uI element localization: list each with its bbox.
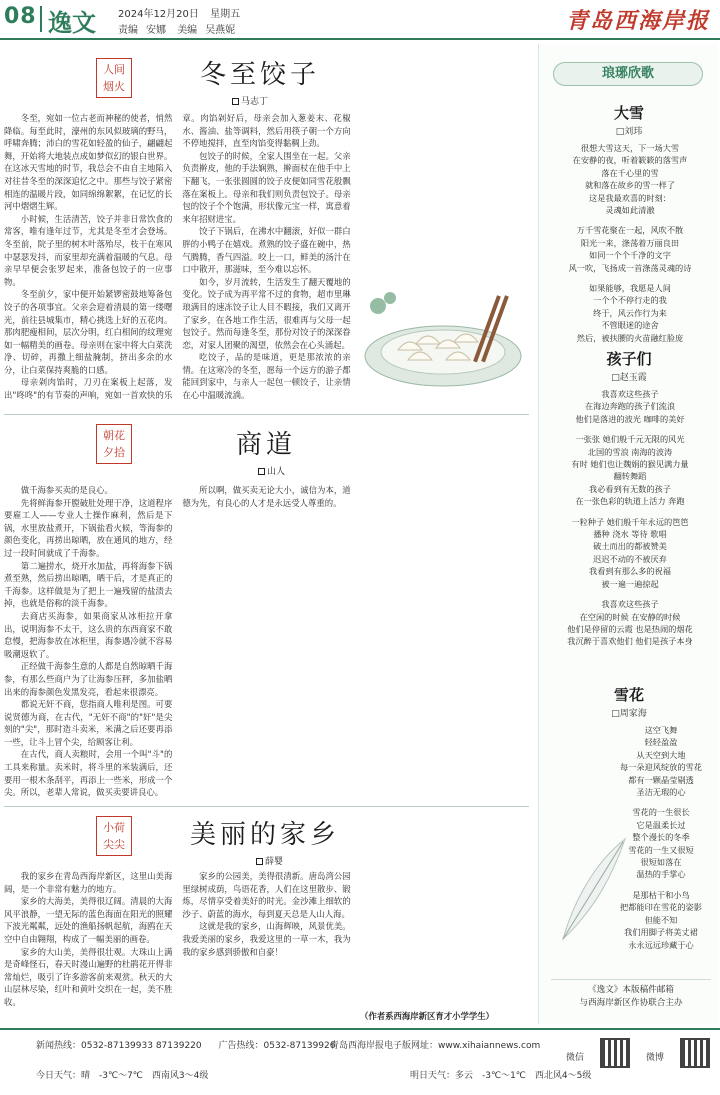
date: 2024年12月20日 <box>118 9 199 20</box>
weibo-label: 微博 <box>646 1053 665 1063</box>
page-header <box>0 0 720 40</box>
paragraph: 如今，岁月流转，生活发生了翻天覆地的变化。饺子成为再平常不过的食物，超市里琳琅满目的速冻饺子让人目不暇接，我们又离开了家乡，在各地工作生活，很难再与父母一起包饺子。然而每逢冬至，那份对饺子的深深眷恋，对家人团聚的渴望，依然会在心头涌起。 <box>182 276 351 350</box>
divider <box>4 806 529 807</box>
page-number: 08 <box>4 4 37 29</box>
paragraph: 小时候，生活清苦，饺子并非日常饮食的常客，唯有逢年过节，尤其是冬至才会登场。冬至前，院子里的树木叶落殆尽，枝干在寒风中瑟瑟发抖，而家里却充满着温暖的气息。母亲早早便会张罗起来，准备包饺子的一应事物。 <box>4 213 173 287</box>
designer-label: 美编 <box>177 25 198 36</box>
paragraph: 都说无奸不商，您指商人唯利是图。可要说贤德为商，在古代，"无奸不商"的"奸"是尖刻的"尖"，那时造斗卖米，米满之后还要再添一些，让斗上冒个尖，给顾客让利。 <box>4 699 173 747</box>
weekday: 星期五 <box>210 9 241 20</box>
poem-title: 雪花 <box>613 686 644 704</box>
wechat-qr-icon[interactable] <box>600 1038 630 1068</box>
editor: 安娜 <box>146 25 166 36</box>
paragraph: 第二遍捞水，烧开水加盐，再将海参下锅煮至熟，然后捞出晾晒，晒干后，才是真正的千海参。这样做是为了把上一遍残留的盐渍去掉，也就是俗称的淡千海参。 <box>4 560 173 609</box>
poem-body: 这空飞舞 轻轻盈盈 从天空到大地 每一朵迎风绽放的雪花 都有一颗晶莹剔透 圣洁无瑕的心 雪花的一生很长 它是温柔长过 整个漫长的冬季 雪花的一生又很短 很短如落在 温热的手掌心 是那枯干和小鸟 把都能印在雪花的姿影 但能不知 我们用脚子将美丈裙 永永远远珍藏于心 <box>620 725 702 950</box>
weibo-qr-icon[interactable] <box>680 1038 710 1068</box>
main-content <box>0 44 533 1024</box>
poem-author: □刘玮 <box>615 127 643 137</box>
paragraph: 母亲剁肉馅时，刀刃在案板上起落，发出"咚咚"的有节奏的声响，宛如一首欢快的乐章。肉馅剁好后，母亲会加入葱姜末、花椒水、酱油、盐等调料，然后用筷子朝一个方向不停地搅拌，直至肉馅变得黏稠上劲。 <box>4 113 351 401</box>
paragraph: 家乡的公园美，美得很清新。唐岛湾公园里绿树成荫，鸟语花香，人们在这里散步、锻炼，尽情享受着美好的时光。金沙滩上细软的沙子、蔚蓝的海水，每到夏天总是人山人海。 <box>182 871 351 919</box>
tomorrow-weather: 明日天气：多云 -3℃～1℃ 西北风4～5级 <box>410 1071 592 1081</box>
byline: 薛婴 <box>256 854 283 867</box>
poem-author: □赵玉霞 <box>611 373 647 383</box>
article-title: 美丽的家乡 <box>190 820 341 850</box>
dumpling-illustration <box>358 276 528 394</box>
poem-body: 我喜欢这些孩子 在海边奔跑的孩子们流浪 他们是落进的波光 咖啡的美好 一张张 她们般千元无限的风光 北国的雪浪 南海的波涛 有时 她们也让魏娟的猴见满力量 翻转舞蹈 我必看到有无数的孩子 在一张色彩的轨道上活力 奔跑 一粒种子 她们般千年永远的笆笆 播种 浇水 等待 歌唱 破土而出的都被赞美 迟迟不动的不被厌弃 我看到有那么多的祝福 被一遍一遍掠起 我喜欢这些孩子 在空闲的时候 在安静的时候 他们是停留的云霞 也是热闹的烟花 我沉醉于喜欢他们 他们是孩子本身 <box>567 389 693 647</box>
wechat-label: 微信 <box>566 1053 585 1063</box>
newspaper-masthead: 青岛西海岸报 <box>565 8 710 34</box>
today-weather: 今日天气：晴 -3℃～7℃ 西南风3～4级 <box>36 1071 209 1081</box>
article-title: 冬至饺子 <box>200 60 321 90</box>
paragraph: 这就是我的家乡，山海辉映，风景优美。我爱美丽的家乡，我爱这里的一草一木，我为我的家乡感到骄傲和自豪！ <box>182 921 351 957</box>
paragraph: 正经做千海参生意的人都是自然晾晒千海参，有那么些商户为了让海参压秤，多加盐晒出来的海参颜色发黑发亮，看起来很漂亮。 <box>4 661 173 697</box>
article-title: 商道 <box>236 430 297 460</box>
byline: 马志丁 <box>232 94 268 107</box>
paragraph: 先将鲜海参开膛破肚处理干净，这道程序要雇工人——专业人士操作麻利，然后是下锅，水里放盐煮开，下锅盐看火候，等海参的颜色变化，再捞出晾晒，放在通风的地方，经过一段时间就成了千海参。 <box>4 497 173 558</box>
paragraph: 在古代，商人卖粮时，会用一个叫"斗"的工具来称量。卖米时，将斗里的米装满后，还要用一根木条刮平，再添上一些米，形成一个尖。所以，老辈人常说，做买卖要讲良心。 <box>4 749 173 798</box>
poem-body: 很想大雪这天，下一场大雪 在安静的夜，听着簌簌的落雪声 落在千心里的雪 就和落在故乡的雪一样了 这是我最欢喜的时刻： 灵魂如此清澈 万千雪花聚在一起，风吹不散 阳光一来，涤荡着万丽良田 如同一个个千净的文字 风一吹，飞扬成一首涤荡灵魂的诗 如果能够，我愿是人间 一个个不停行走的我 终于，风云作行为来 不管眼迷的途舍 然后，被扶腰的火苗融红脸庞 <box>568 143 692 343</box>
column-tag: 朝花 夕拾 <box>96 424 132 464</box>
hotlines <box>36 1038 349 1051</box>
column-note: 《逸文》本版稿件邮箱 与西海岸新区作协联合主办 <box>551 979 711 1010</box>
article-body <box>4 870 529 1010</box>
paragraph: 吃饺子，品的是味道，更是那浓浓的亲情。在这寒冷的冬至，愿每一个远方的游子都能回到家中，与亲人一起包一顿饺子，让亲情在心中温暖流淌。 <box>182 352 351 401</box>
author-note: （作者系西海岸新区育才小学学生） <box>360 1011 494 1021</box>
ad-hotline: 广告热线：0532-87139926 <box>218 1041 336 1051</box>
column-tag: 小荷 尖尖 <box>96 816 132 856</box>
paragraph: 所以啊，做买卖无论大小，诚信为本，道德为先，有良心的人才是永远受人尊重的。 <box>182 485 351 508</box>
issue-date <box>118 5 248 20</box>
poem-author: □周家海 <box>611 709 647 719</box>
poem-title: 孩子们 <box>606 350 652 368</box>
article-body <box>4 484 529 800</box>
paragraph: 家乡的大海美，美得很辽阔。清晨的大海风平浪静，一望无际的蓝色海面在阳光的照耀下波光粼粼，远处的渔船扬帆起航，海鸥在天空中自由翱翔，构成了一幅美丽的画卷。 <box>4 896 173 944</box>
paragraph: 冬至，宛如一位古老而神秘的使者，悄然降临。每至此时，濠州的东风似玻璃的野马，呼啸奔腾；沛白的雪花如轻盈的仙子，翩翩起舞，开始将大地装点成如梦似幻的银白世界。在这冰天雪地的时节，我总会不由自主地陷入对往昔冬至的深深追忆之中。那些与饺子紧密相连的温暖片段，如同绵绵絮絮，在记忆的长河中熠熠生辉。 <box>4 113 173 212</box>
editors <box>118 21 243 36</box>
paragraph: 家乡的大山美，美得很壮观。大珠山上满是奇峰怪石，春天时漫山遍野的杜鹃花开得非常灿烂，吸引了许多游客前来观赏。秋天的大山层林尽染，红叶和黄叶交织在一起，美不胜收。 <box>4 946 173 1007</box>
column-tag: 人间 烟火 <box>96 58 132 98</box>
poetry-column <box>538 44 718 1024</box>
editor-label: 责编 <box>118 25 138 36</box>
publisher: 青岛西海岸报电子版网址：www.xihaiannews.com <box>330 1041 541 1051</box>
paragraph: 包饺子的时候，全家人围坐在一起。父亲负责擀皮，他的手法娴熟，擀面杖在他手中上下翻飞，一张张圆圆的饺子皮便如同雪花般飘落在案板上。母亲和我们则负责包饺子。母亲包的饺子个个饱满，形状像元宝一样，寓意着来年招财进宝。 <box>182 150 351 224</box>
paragraph: 我的家乡在青岛西海岸新区，这里山美海阔，是一个非常有魅力的地方。 <box>4 871 173 894</box>
paragraph: 去商店买海参，如果商家从冰柜拉开拿出，说明海参不太干，这么贵的东西商家不敢怠慢，把海参放在冰柜里，海参遇冷就不容易吸潮返软了。 <box>4 610 173 659</box>
divider <box>4 414 529 415</box>
column-banner: 琅琊欣歌 <box>553 62 703 86</box>
designer: 吴燕妮 <box>205 25 236 36</box>
poem-title: 大雪 <box>613 104 644 122</box>
paragraph: 冬至前夕，家中便开始紧锣密鼓地筹备包饺子的各项事宜。父亲会迎着清晨的第一缕曙光，前往县城集市，精心挑选上好的五花肉。那肉肥瘦相间，层次分明，红白相间的纹理宛如一幅精美的画卷。母亲则在家中将大白菜洗净、切碎，再撒上细盐腌制，挤出多余的水分，让白菜保持爽脆的口感。 <box>4 289 173 375</box>
section-name: 逸文 <box>48 9 96 37</box>
page-footer <box>0 1028 720 1095</box>
feather-illustration <box>553 834 633 944</box>
byline: 山人 <box>258 464 285 477</box>
divider <box>40 6 42 32</box>
news-hotline: 新闻热线：0532-87139933 87139220 <box>36 1041 202 1051</box>
paragraph: 做千海参买卖的是良心。 <box>20 485 113 495</box>
paragraph: 饺子下锅后，在沸水中翻滚，好似一群白胖的小鸭子在嬉戏。煮熟的饺子盛在碗中，热气腾腾，香气四溢。咬上一口，鲜美的汤汁在口中散开，那滋味，至今难以忘怀。 <box>182 226 351 275</box>
